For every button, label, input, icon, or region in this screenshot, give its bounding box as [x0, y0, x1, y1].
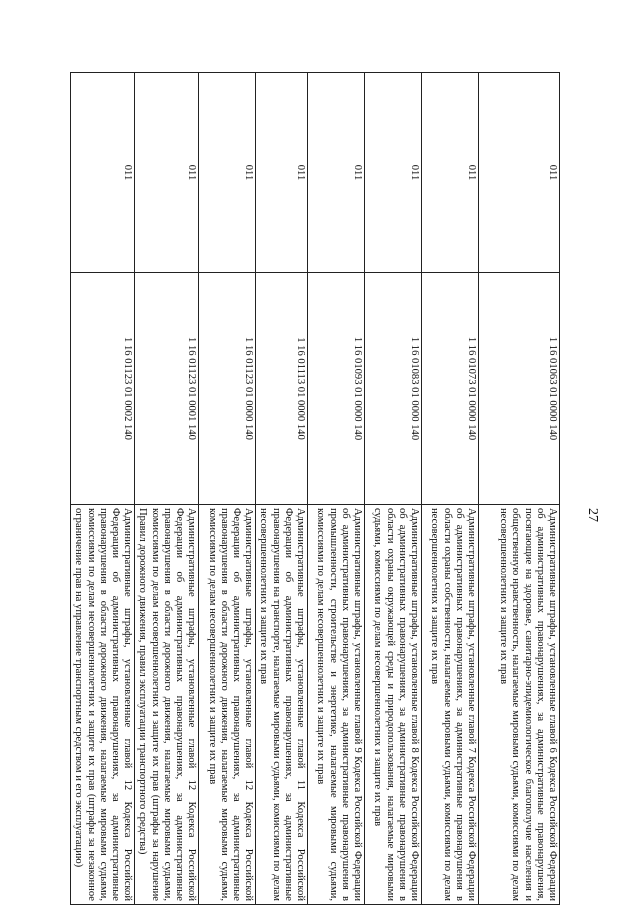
description-cell: Административные штрафы, установленные главой 11 Кодекса Российской Федерации об административных правонарушениях, за административные правонарушения на транспорте, налагаемые мировыми судьями, комиссиями по делам несовершеннолетних и защите их прав: [256, 505, 308, 905]
description-cell: Административные штрафы, установленные главой 12 Кодекса Российской Федерации об административных правонарушениях, за административные правонарушения в области дорожного движения, налагаемые мировыми судьями, комиссиями по делам несовершеннолетних и защите их прав (штрафы за нарушение Правил дорожного движения, правил эксплуатации транспортного средства): [135, 505, 199, 905]
budget-code-cell: 1 16 01113 01 0000 140: [256, 273, 308, 505]
description-cell: Административные штрафы, установленные главой 6 Кодекса Российской Федерации об административных правонарушениях, за административные правонарушения, посягающие на здоровье, санитарно-эпидемиологическое благополучие населения и общественную нравственность, налагаемые мировыми судьями, комиссиями по делам несовершеннолетних и защите их прав: [479, 505, 560, 905]
revenue-code-table: [70, 72, 560, 905]
description-cell: Административные штрафы, установленные главой 12 Кодекса Российской Федерации об административных правонарушениях, за административные правонарушения в области дорожного движения, налагаемые мировыми судьями, комиссиями по делам несовершеннолетних и защите их прав: [199, 505, 256, 905]
table-row: [256, 73, 308, 905]
table-rotated-wrapper: [73, 72, 560, 904]
admin-code-cell: 011: [365, 73, 422, 273]
description-cell: Административные штрафы, установленные главой 7 Кодекса Российской Федерации об административных правонарушениях, за административные правонарушения в области охраны собственности, налагаемые мировыми судьями, комиссиями по делам несовершеннолетних и защите их прав: [422, 505, 479, 905]
budget-code-cell: 1 16 01083 01 0000 140: [365, 273, 422, 505]
admin-code-cell: 011: [135, 73, 199, 273]
table-row: [479, 73, 560, 905]
admin-code-cell: 011: [308, 73, 365, 273]
table-row: [422, 73, 479, 905]
budget-code-cell: 1 16 01093 01 0000 140: [308, 273, 365, 505]
budget-code-cell: 1 16 01073 01 0000 140: [422, 273, 479, 505]
description-cell: Административные штрафы, установленные главой 9 Кодекса Российской Федерации об административных правонарушениях, за административные правонарушения в промышленности, строительстве и энергетике, налагаемые мировыми судьями, комиссиями по делам несовершеннолетних и защите их прав: [308, 505, 365, 905]
description-cell: Административные штрафы, установленные главой 12 Кодекса Российской Федерации об административных правонарушениях, за административные правонарушения в области дорожного движения, налагаемые мировыми судьями, комиссиями по делам несовершеннолетних и защите их прав (штрафы за незаконное ограничение прав на управление транспортным средством и его эксплуатацию): [71, 505, 135, 905]
table-row: [199, 73, 256, 905]
budget-code-cell: 1 16 01063 01 0000 140: [479, 273, 560, 505]
table-row: [308, 73, 365, 905]
description-cell: Административные штрафы, установленные главой 8 Кодекса Российской Федерации об административных правонарушениях, за административные правонарушения в области охраны окружающей среды и природопользования, налагаемые мировыми судьями, комиссиями по делам несовершеннолетних и защите их прав: [365, 505, 422, 905]
admin-code-cell: 011: [71, 73, 135, 273]
admin-code-cell: 011: [479, 73, 560, 273]
budget-code-cell: 1 16 01123 01 0001 140: [135, 273, 199, 505]
admin-code-cell: 011: [199, 73, 256, 273]
admin-code-cell: 011: [256, 73, 308, 273]
table-landscape: [73, 72, 560, 904]
page-number: 27: [585, 508, 600, 522]
budget-code-cell: 1 16 01123 01 0000 140: [199, 273, 256, 505]
table-row: [365, 73, 422, 905]
table-row: [71, 73, 135, 905]
budget-code-cell: 1 16 01123 01 0002 140: [71, 273, 135, 505]
table-row: [135, 73, 199, 905]
admin-code-cell: 011: [422, 73, 479, 273]
